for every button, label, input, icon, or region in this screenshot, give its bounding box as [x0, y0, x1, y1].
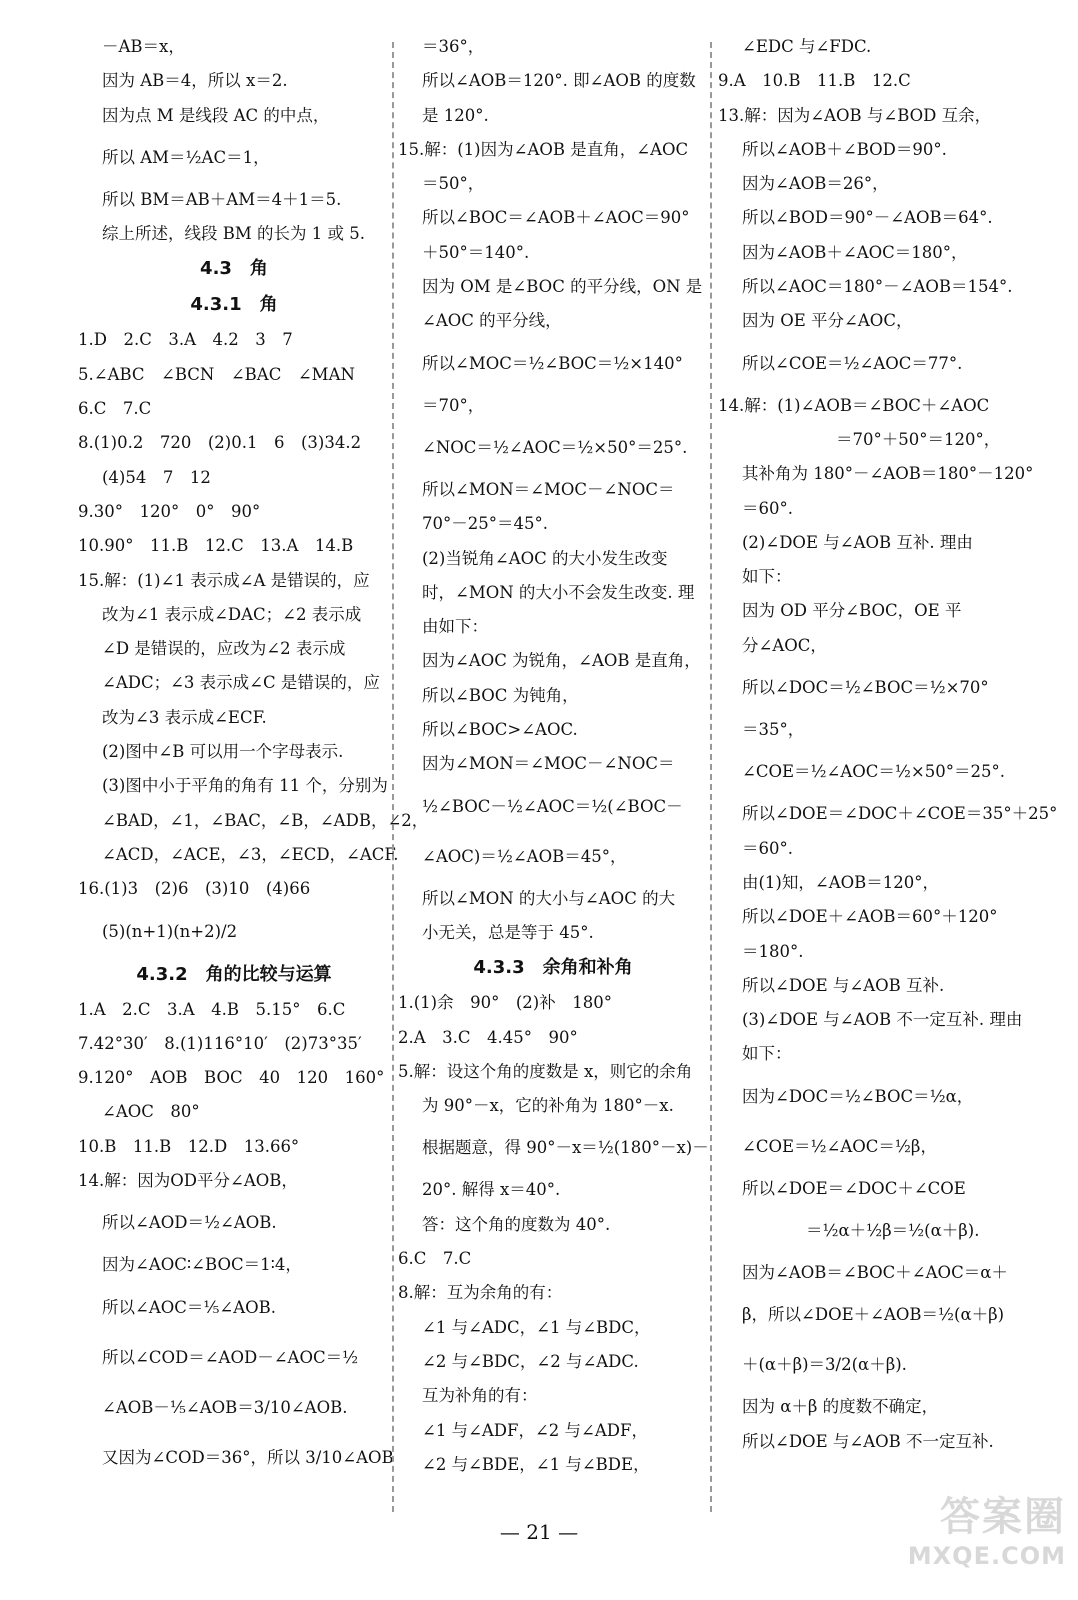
section-heading: 4.3.3 余角和补角: [473, 957, 633, 979]
text-line: 因为 AB＝4，所以 x＝2.: [102, 71, 288, 91]
text-line: 答：这个角的度数为 40°.: [422, 1214, 611, 1234]
text-line: ∠AOC 80°: [102, 1102, 200, 1122]
text-line: ∠ACD，∠ACE，∠3，∠ECD，∠ACF.: [102, 844, 399, 864]
text-line: ½∠BOC－½∠AOC＝½(∠BOC－: [422, 796, 683, 816]
text-line: 因为 OE 平分∠AOC，: [742, 311, 913, 331]
text-line: ＝60°.: [742, 498, 793, 518]
text-line: 15.解：(1)因为∠AOB 是直角，∠AOC: [398, 139, 689, 159]
watermark: [908, 1485, 1066, 1570]
text-line: 15.解：(1)∠1 表示成∠A 是错误的，应: [78, 570, 370, 590]
text-line: 根据题意，得 90°－x＝½(180°－x)－: [422, 1138, 709, 1158]
text-line: ∠NOC＝½∠AOC＝½×50°＝25°.: [422, 437, 688, 457]
text-line: ∠COE＝½∠AOC＝½×50°＝25°.: [742, 762, 1005, 782]
text-line: 1.(1)余 90° (2)补 180°: [398, 993, 612, 1013]
text-line: 所以∠AOC＝⅕∠AOB.: [102, 1297, 277, 1317]
text-line: 因为 α＋β 的度数不确定，: [742, 1397, 939, 1417]
text-line: (4)54 7 12: [102, 467, 211, 487]
text-line: 8.解：互为余角的有：: [398, 1283, 563, 1303]
text-line: 10.B 11.B 12.D 13.66°: [78, 1136, 300, 1156]
text-line: 因为点 M 是线段 AC 的中点，: [102, 105, 330, 125]
text-line: ＝½α＋½β＝½(α＋β).: [806, 1221, 980, 1241]
text-line: ∠ADC；∠3 表示成∠C 是错误的，应: [102, 673, 380, 693]
text-line: 9.120° AOB BOC 40 120 160°: [78, 1068, 385, 1088]
text-line: 7.42°30′ 8.(1)116°10′ (2)73°35′: [78, 1033, 362, 1053]
text-line: ∠2 与∠BDC，∠2 与∠ADC.: [422, 1351, 639, 1371]
text-line: 70°－25°＝45°.: [422, 514, 548, 534]
text-line: 是 120°.: [422, 105, 489, 125]
text-line: 改为∠1 表示成∠DAC；∠2 表示成: [102, 604, 362, 624]
text-line: 14.解：因为OD平分∠AOB，: [78, 1171, 298, 1191]
text-line: 互为补角的有：: [422, 1386, 538, 1406]
text-line: 10.90° 11.B 12.C 13.A 14.B: [78, 536, 354, 556]
page-number: — 21 —: [499, 1520, 579, 1544]
text-line: (3)图中小于平角的角有 11 个，分别为: [102, 776, 388, 796]
text-line: 因为∠AOC 为锐角，∠AOB 是直角，: [422, 651, 701, 671]
column-middle: [398, 30, 708, 1482]
text-line: ∠AOC 的平分线，: [422, 311, 562, 331]
text-line: 所以∠MON＝∠MOC－∠NOC＝: [422, 479, 675, 499]
section-heading: 4.3.1 角: [190, 294, 278, 316]
text-line: 由(1)知，∠AOB＝120°，: [742, 872, 940, 892]
text-line: 所以∠AOC＝180°－∠AOB＝154°.: [742, 277, 1013, 297]
text-line: 由如下：: [422, 617, 488, 637]
text-line: 5.∠ABC ∠BCN ∠BAC ∠MAN: [78, 364, 355, 384]
text-line: 因为∠DOC＝½∠BOC＝½α，: [742, 1086, 974, 1106]
text-line: 14.解：(1)∠AOB＝∠BOC＋∠AOC: [718, 395, 990, 415]
text-line: ∠AOB－⅕∠AOB＝3/10∠AOB.: [102, 1397, 348, 1417]
text-line: 因为 OM 是∠BOC 的平分线，ON 是: [422, 277, 703, 297]
column-left: [78, 30, 429, 1483]
text-line: 小无关，总是等于 45°.: [422, 922, 594, 942]
text-line: 综上所述，线段 BM 的长为 1 或 5.: [102, 224, 365, 244]
text-line: 2.A 3.C 4.45° 90°: [398, 1027, 578, 1047]
text-line: 所以∠DOE＋∠AOB＝60°＋120°: [742, 907, 998, 927]
text-line: 如下：: [742, 567, 792, 587]
text-line: 时，∠MON 的大小不会发生改变. 理: [422, 582, 695, 602]
text-line: 13.解：因为∠AOB 与∠BOD 互余，: [718, 105, 992, 125]
text-line: 16.(1)3 (2)6 (3)10 (4)66: [78, 879, 311, 899]
text-line: 6.C 7.C: [398, 1249, 472, 1269]
text-line: 5.解：设这个角的度数是 x，则它的余角: [398, 1061, 693, 1081]
text-line: ∠COE＝½∠AOC＝½β，: [742, 1136, 937, 1156]
text-line: ＋(α＋β)＝3/2(α＋β).: [742, 1355, 907, 1375]
text-line: 所以∠BOC 为钝角，: [422, 685, 579, 705]
text-line: β，所以∠DOE＋∠AOB＝½(α＋β): [742, 1305, 1005, 1325]
text-line: 所以∠COD＝∠AOD－∠AOC＝½: [102, 1347, 359, 1367]
text-line: 其补角为 180°－∠AOB＝180°－120°: [742, 464, 1034, 484]
text-line: 所以 AM＝½AC＝1，: [102, 147, 270, 167]
text-line: ＝35°，: [742, 720, 805, 740]
text-line: 所以∠AOB＋∠BOD＝90°.: [742, 139, 947, 159]
text-line: ＝50°，: [422, 174, 485, 194]
text-line: 1.D 2.C 3.A 4.2 3 7: [78, 330, 293, 350]
column-divider: [392, 42, 394, 1512]
text-line: 1.A 2.C 3.A 4.B 5.15° 6.C: [78, 999, 346, 1019]
text-line: 所以∠BOC＝∠AOB＋∠AOC＝90°: [422, 208, 690, 228]
text-line: 所以∠MON 的大小与∠AOC 的大: [422, 888, 676, 908]
text-line: 如下：: [742, 1044, 792, 1064]
text-line: ＝180°.: [742, 941, 804, 961]
text-line: 所以∠DOE＝∠DOC＋∠COE＝35°＋25°: [742, 804, 1058, 824]
text-line: 所以∠BOC>∠AOC.: [422, 720, 578, 740]
text-line: 所以∠DOC＝½∠BOC＝½×70°: [742, 678, 989, 698]
text-line: ∠1 与∠ADC，∠1 与∠BDC，: [422, 1317, 651, 1337]
text-line: (5)(n+1)(n+2)/2: [102, 921, 238, 941]
text-line: 又因为∠COD＝36°，所以 3/10∠AOB: [102, 1447, 394, 1467]
text-line: 20°. 解得 x＝40°.: [422, 1180, 561, 1200]
text-line: ＋50°＝140°.: [422, 242, 530, 262]
text-line: 分∠AOC，: [742, 635, 827, 655]
text-line: 所以∠COE＝½∠AOC＝77°.: [742, 353, 963, 373]
watermark-url: MXQE.COM: [907, 1542, 1066, 1570]
text-line: ＝36°，: [422, 37, 485, 56]
text-line: 因为∠AOB＝26°，: [742, 174, 889, 194]
text-line: 因为∠MON＝∠MOC－∠NOC＝: [422, 754, 675, 774]
text-line: 因为∠AOB＋∠AOC＝180°，: [742, 242, 968, 262]
text-line: (3)∠DOE 与∠AOB 不一定互补. 理由: [742, 1010, 1023, 1030]
text-line: 所以∠AOD＝½∠AOB.: [102, 1213, 277, 1233]
column-divider: [710, 42, 712, 1512]
text-line: 所以∠DOE 与∠AOB 不一定互补.: [742, 1431, 994, 1451]
text-line: 所以 BM＝AB＋AM＝4＋1＝5.: [102, 189, 342, 209]
text-line: (2)图中∠B 可以用一个字母表示.: [102, 742, 344, 762]
section-heading: 4.3.2 角的比较与运算: [136, 963, 332, 985]
text-line: 9.A 10.B 11.B 12.C: [718, 71, 911, 91]
text-line: ∠EDC 与∠FDC.: [742, 37, 872, 56]
text-line: ＝60°.: [742, 838, 793, 858]
text-line: ＝70°＋50°＝120°，: [836, 429, 1001, 449]
text-line: 所以∠DOE 与∠AOB 互补.: [742, 975, 945, 995]
text-line: (2)∠DOE 与∠AOB 互补. 理由: [742, 532, 973, 552]
text-line: 因为 OD 平分∠BOC，OE 平: [742, 601, 962, 621]
text-line: 所以∠DOE＝∠DOC＋∠COE: [742, 1178, 966, 1198]
column-right: [718, 30, 1058, 1459]
section-heading: 4.3 角: [200, 258, 268, 280]
text-line: 所以∠MOC＝½∠BOC＝½×140°: [422, 353, 683, 373]
text-line: (2)当锐角∠AOC 的大小发生改变: [422, 548, 668, 568]
text-line: 8.(1)0.2 720 (2)0.1 6 (3)34.2: [78, 433, 362, 453]
text-line: 所以∠AOB＝120°. 即∠AOB 的度数: [422, 71, 696, 91]
text-line: ∠BAD，∠1，∠BAC，∠B，∠ADB，∠2，: [102, 810, 429, 830]
text-line: ∠AOC)＝½∠AOB＝45°，: [422, 846, 627, 866]
text-line: 因为∠AOB＝∠BOC＋∠AOC＝α＋: [742, 1263, 1008, 1283]
text-line: ∠D 是错误的，应改为∠2 表示成: [102, 639, 346, 659]
text-line: ∠1 与∠ADF，∠2 与∠ADF，: [422, 1420, 648, 1440]
text-line: 6.C 7.C: [78, 399, 152, 419]
text-line: 改为∠3 表示成∠ECF.: [102, 707, 267, 727]
text-line: －AB＝x，: [102, 37, 185, 56]
watermark-text: 答案圈: [940, 1494, 1066, 1540]
text-line: ∠2 与∠BDE，∠1 与∠BDE，: [422, 1454, 650, 1474]
text-line: ＝70°，: [422, 395, 485, 415]
text-line: 9.30° 120° 0° 90°: [78, 501, 261, 521]
text-line: 因为∠AOC∶∠BOC＝1∶4，: [102, 1255, 302, 1275]
text-line: 所以∠BOD＝90°－∠AOB＝64°.: [742, 208, 993, 228]
text-line: 为 90°－x，它的补角为 180°－x.: [422, 1096, 674, 1116]
